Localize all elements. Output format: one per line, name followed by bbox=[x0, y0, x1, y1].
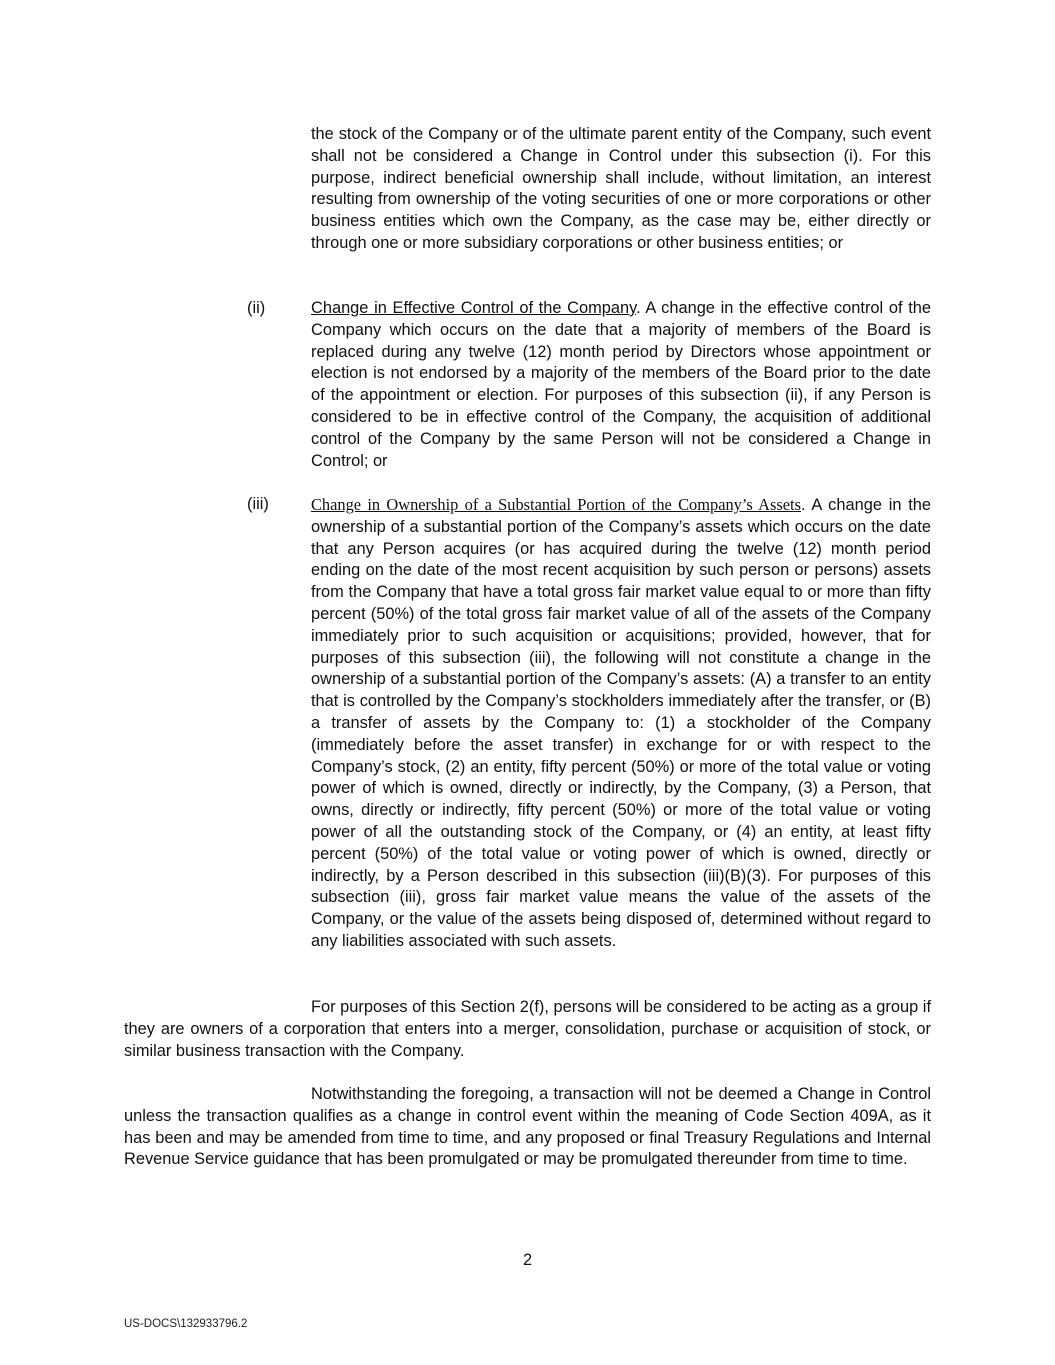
subsection-body bbox=[311, 298, 931, 472]
subsection-text: . A change in the effective control of the Company which occurs on the date that a majority of members of the Board is replaced during any twelve (12) month period by Directors whose appointment or election is not endorsed by a majority of the members of the Board prior to the date of the appointment or election. For purposes of this subsection (ii), if any Person is considered to be in effective control of the Company, the acquisition of additional control of the Company by the same Person will not be considered a Change in Control; or bbox=[311, 299, 931, 470]
subsection-heading: Change in Ownership of a Substantial Portion of the Company’s Assets bbox=[311, 495, 801, 514]
page-number: 2 bbox=[522, 1251, 533, 1269]
paragraph-group-acting: For purposes of this Section 2(f), persons will be considered to be acting as a group if they are owners of a corporation that enters into a merger, consolidation, purchase or acquisition of stock, or similar business transaction with the Company. bbox=[124, 998, 931, 1060]
subsection-body bbox=[311, 494, 931, 953]
subsection-number: (iii) bbox=[247, 495, 269, 513]
paragraph-notwithstanding: Notwithstanding the foregoing, a transaction will not be deemed a Change in Control unless the transaction qualifies as a change in control event within the meaning of Code Section 409A, as it has been and may be amended from time to time, and any proposed or final Treasury Regulations and Internal Revenue Service guidance that has been promulgated or may be promulgated thereunder from time to time. bbox=[124, 1085, 931, 1169]
subsection-number: (ii) bbox=[247, 299, 266, 317]
subsection-heading: Change in Effective Control of the Company bbox=[311, 299, 637, 317]
subsection-text: . A change in the ownership of a substantial portion of the Company’s assets which occurs on the date that any Person acquires (or has acquired during the twelve (12) month period ending on the date of the most recent acquisition by such person or persons) assets from the Company that have a total gross fair market value equal to or more than fifty percent (50%) of the total gross fair market value of all of the assets of the Company immediately prior to such acquisition or acquisitions; provided, however, that for purposes of this subsection (iii), the following will not constitute a change in the ownership of a substantial portion of the Company’s assets: (A) a transfer to an entity that is controlled by the Company’s stockholders immediately after the transfer, or (B) a transfer of assets by the Company to: (1) a stockholder of the Company (immediately before the asset transfer) in exchange for or with respect to the Company’s stock, (2) an entity, fifty percent (50%) or more of the total value or voting power of which is owned, directly or indirectly, by the Company, (3) a Person, that owns, directly or indirectly, fifty percent (50%) or more of the total value or voting power of all the outstanding stock of the Company, or (4) an entity, at least fifty percent (50%) of the total value or voting power of which is owned, directly or indirectly, by a Person described in this subsection (iii)(B)(3). For purposes of this subsection (iii), gross fair market value means the value of the assets of the Company, or the value of the assets being disposed of, determined without regard to any liabilities associated with such assets. bbox=[311, 496, 931, 950]
document-id: US-DOCS\132933796.2 bbox=[124, 1318, 248, 1330]
subsection-i-continuation: the stock of the Company or of the ultimate parent entity of the Company, such event shall not be considered a Change in Control under this subsection (i). For this purpose, indirect beneficial ownership shall include, without limitation, an interest resulting from ownership of the voting securities of one or more corporations or other business entities which own the Company, as the case may be, either directly or through one or more subsidiary corporations or other business entities; or bbox=[311, 125, 931, 252]
